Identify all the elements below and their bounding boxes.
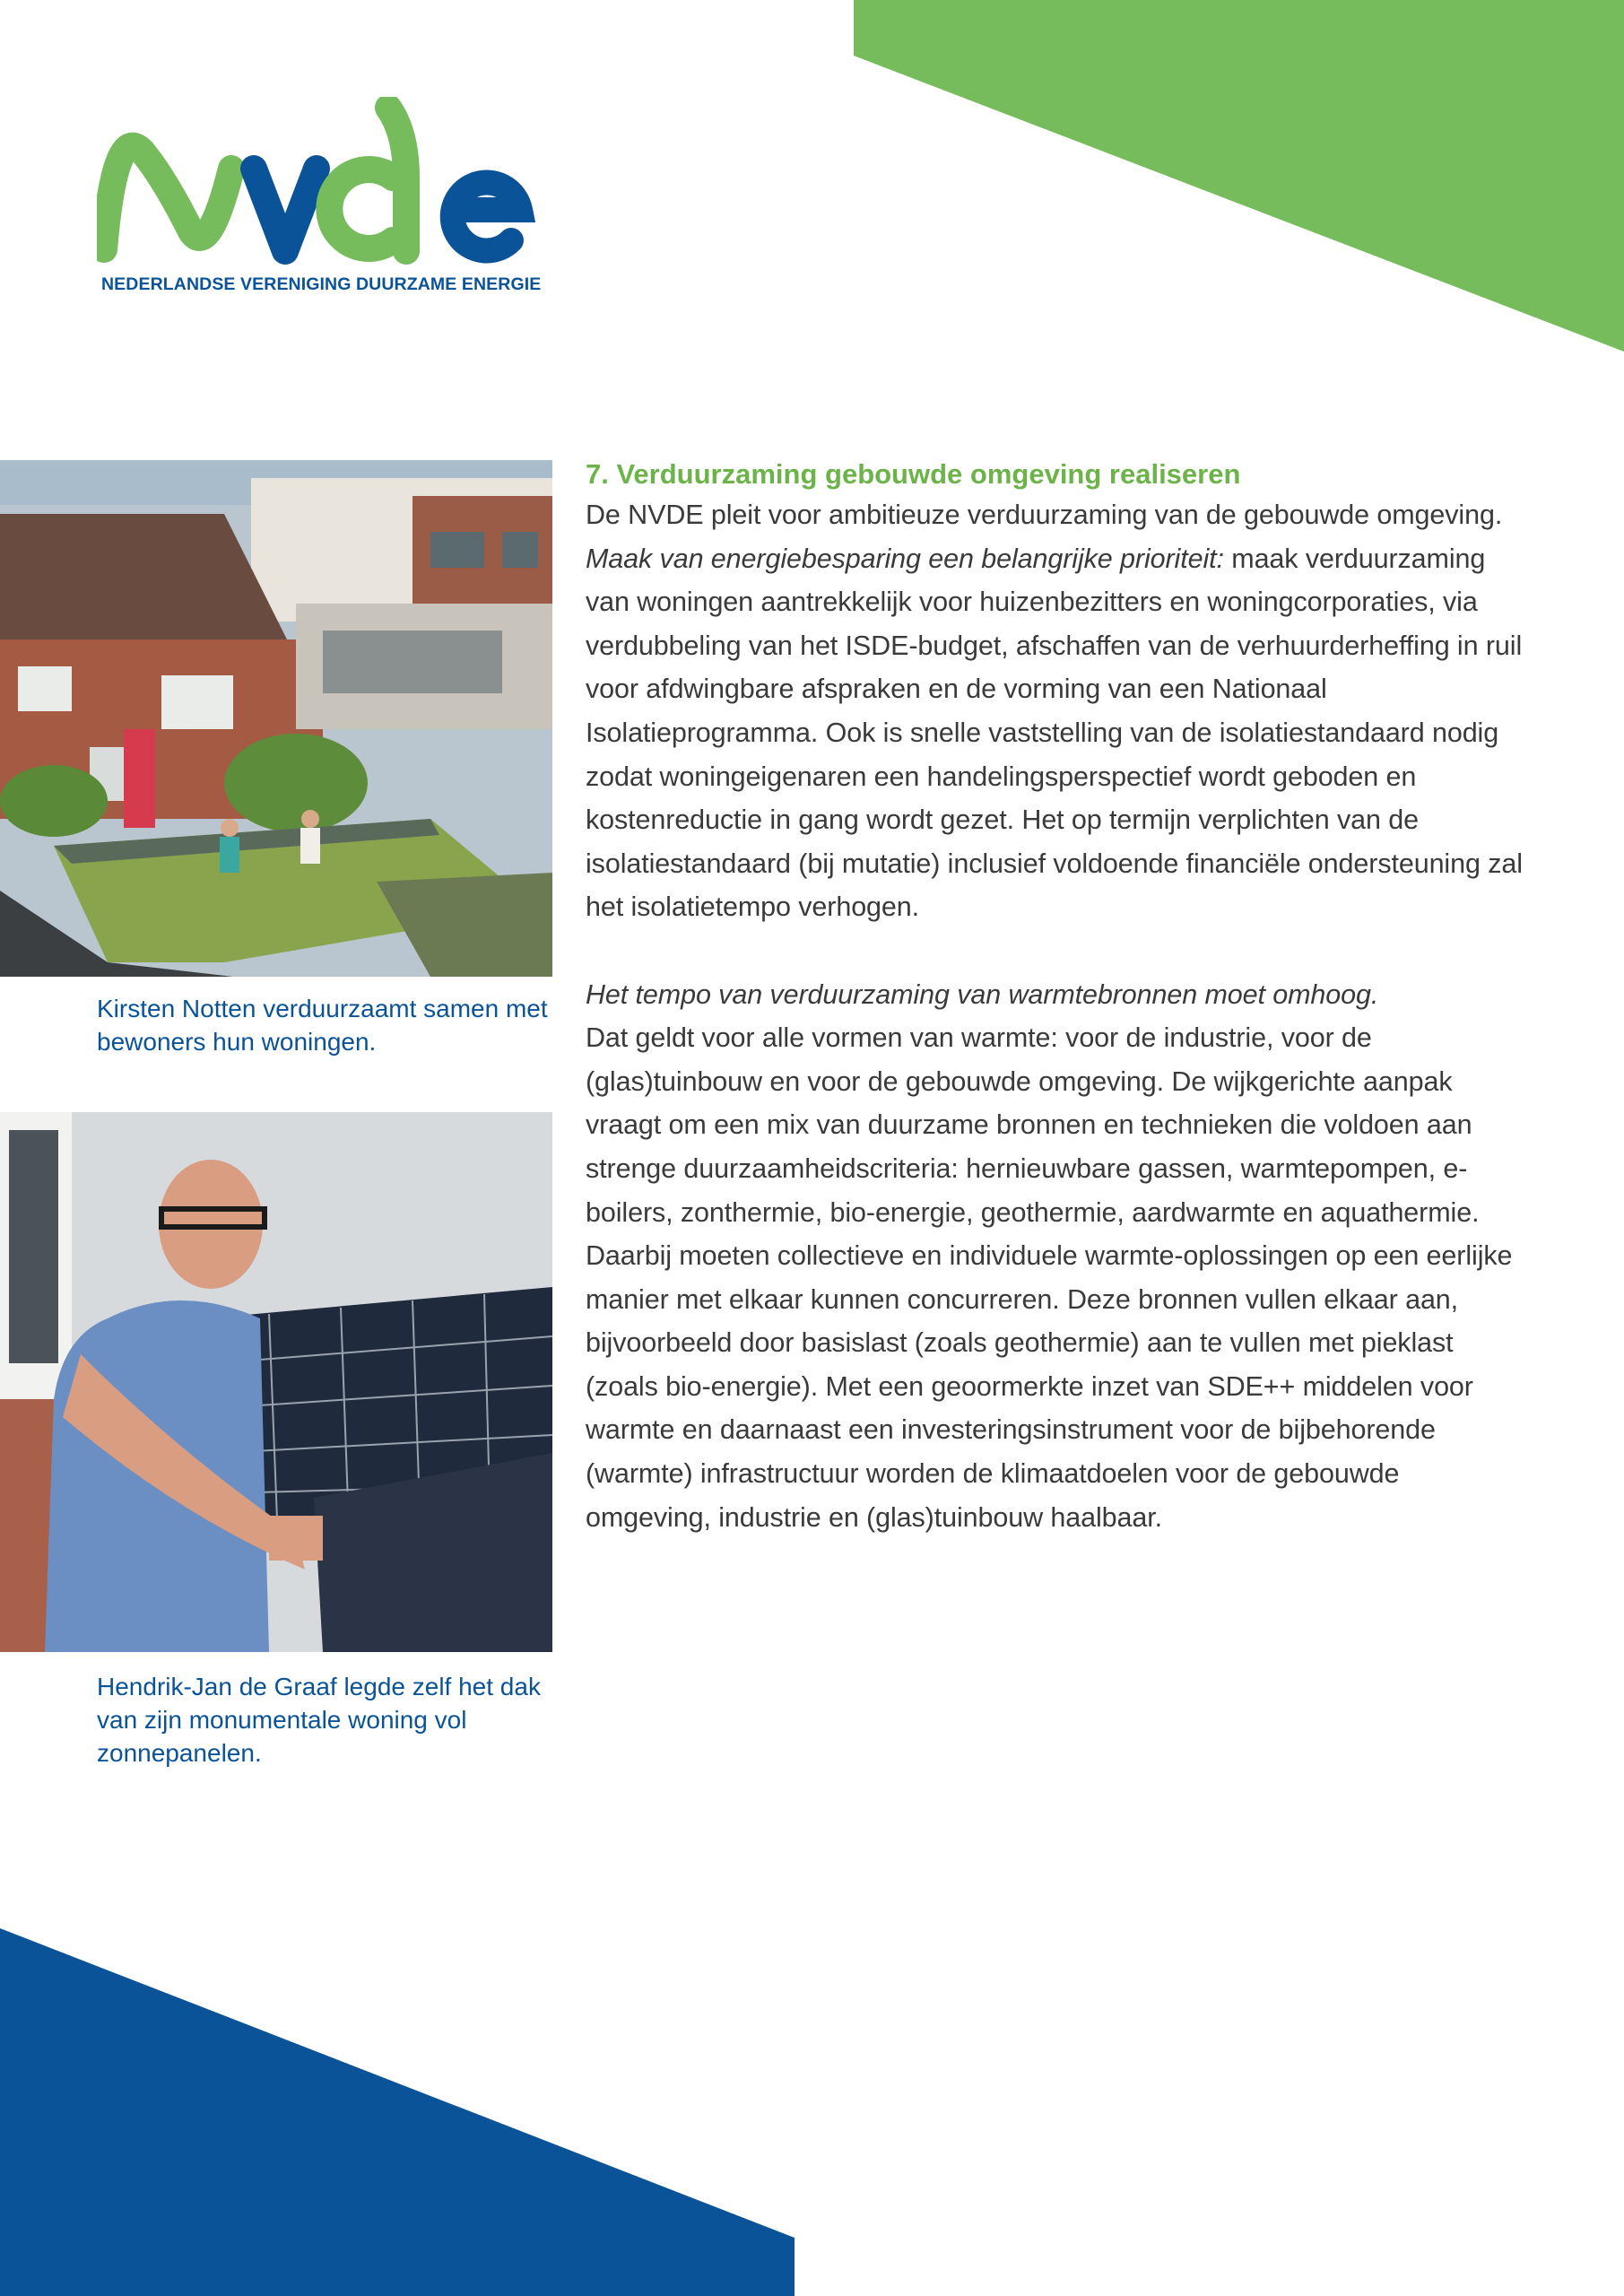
decorative-green-triangle [854,0,1624,352]
logo-tagline: NEDERLANDSE VERENIGING DUURZAME ENERGIE [101,274,542,294]
solar-panels-photo [0,1112,552,1652]
paragraph-emphasis-priority: Maak van energiebesparing een belangrijke prioriteit: [586,543,1224,574]
decorative-blue-triangle [0,1928,795,2296]
paragraph-heat-sources [586,973,1527,1540]
paragraph-spacer [586,929,1527,973]
paragraph-body: Dat geldt voor alle vormen van warmte: voor de industrie, voor de (glas)tuinbouw en voor de gebouwde omgeving. De wijkgerichte aanpak vraagt om een mix van duurzame bronnen en technieken die voldoen aan strenge duurzaamheidscriteria: hernieuwbare gassen, warmtepompen, e-boilers, zonthermie, bio-energie, geothermie, aardwarmte en aquathermie. Daarbij moeten collectieve en individuele warmte-oplossingen op een eerlijke manier met elkaar kunnen concurreren. Deze bronnen vullen elkaar aan, bijvoorbeeld door basislast (zoals geothermie) aan te vullen met pieklast (zoals bio-energie). Met een geoormerkte inzet van SDE++ middelen voor warmte en daarnaast een investeringsinstrument voor de bijbehorende (warmte) infrastructuur worden de klimaatdoelen voor de gebouwde omgeving, industrie en (glas)tuinbouw haalbaar. [586,1022,1513,1533]
nvde-logo [97,97,542,303]
paragraph-emphasis-heat: Het tempo van verduurzaming van warmtebronnen moet omhoog. [586,978,1379,1010]
paragraph-body: maak verduurzaming van woningen aantrekkelijk voor huizenbezitters en woningcorporaties, via verdubbeling van het ISDE-budget, afschaffen van de verhuurderheffing in ruil voor afdwingbare afspraken en de vorming van een Nationaal Isolatieprogramma. Ook is snelle vaststelling van de isolatiestandaard nodig zodat woningeigenaren een handelingsperspectief wordt geboden en kostenreductie in gang wordt gezet. Het op termijn verplichten van de isolatiestandaard (bij mutatie) inclusief voldoende financiële ondersteuning zal het isolatietempo verhogen. [586,543,1523,923]
article [586,456,1527,1539]
article-heading: 7. Verduurzaming gebouwde omgeving realiseren [586,458,1241,490]
photo-caption-rooftop: Kirsten Notten verduurzaamt samen met bewoners hun woningen. [97,995,548,1056]
paragraph-intro: De NVDE pleit voor ambitieuze verduurzaming van de gebouwde omgeving. [586,500,1503,530]
paragraph-insulation [586,493,1527,929]
photo-caption-solar: Hendrik-Jan de Graaf legde zelf het dak van zijn monumentale woning vol zonnepanelen. [97,1673,541,1767]
rooftop-garden-photo [0,460,552,977]
